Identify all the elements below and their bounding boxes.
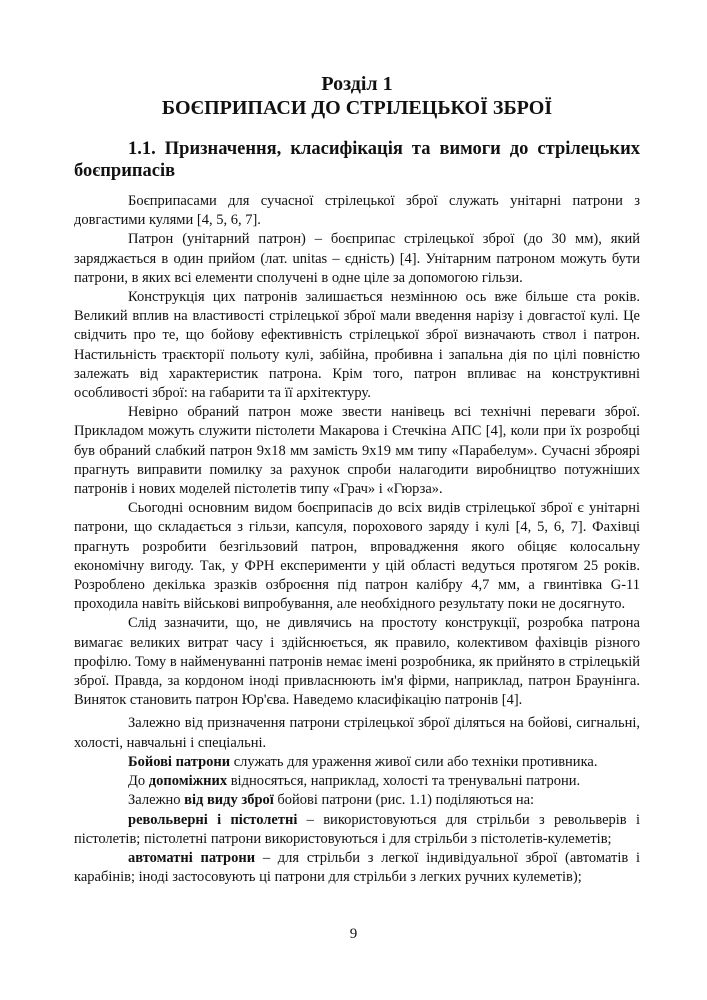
paragraph-auxiliary [74, 772, 640, 791]
paragraph: Конструкція цих патронів залишається незмінною ось вже більше ста років. Великий вплив на властивості стрілецької зброї мали введення нарізу і довгастої кулі. Це свідчить про те, що бойову ефективність стрілецької зброї визначають ствол і патрон. Настильність траєкторії польоту кулі, забійна, пробивна і запальна дія по цілі повністю залежать від характеристик патрона. Крім того, патрон впливає на конструктивні особливості зброї: на габарити та її архітектуру. [74, 289, 640, 402]
paragraph-combat-cartridges [74, 753, 640, 772]
term: револьверні і пістолетні [128, 811, 298, 828]
paragraph: Боєприпасами для сучасної стрілецької зброї служать унітарні патрони з довгастими кулями [4, 5, 6, 7]. [74, 193, 640, 229]
term: допоміжних [148, 773, 228, 790]
paragraph: Слід зазначити, що, не дивлячись на простоту конструкції, розробка патрона вимагає великих витрат часу і здійснюється, як правило, колективом фахівців різного профілю. Тому в найменуванні патронів немає імені розробника, як прийнято в стрілецькій зброї. Правда, за кордоном іноді привласнюють ім'я фірми, наприклад, патрон Браунінга. Виняток становить патрон Юр'єва. Наведемо класифікацію патронів [4]. [74, 615, 640, 709]
text: До [128, 773, 149, 790]
text: – використовуються для стрільби з револьверів і пістолетів; пістолетні патрони використовуються і для стрільби з пістолетів-кулеметів; [74, 811, 640, 847]
paragraph: Залежно від призначення патрони стрілецької зброї діляться на бойові, сигнальні, холості, навчальні і спеціальні. [74, 715, 640, 751]
text: – для стрільби з легкої індивідуальної зброї (автоматів і карабінів; іноді застосовують ці патрони для стрільби з легких ручних кулеметів); [74, 849, 640, 886]
paragraph: Патрон (унітарний патрон) – боєприпас стрілецької зброї (до 30 мм), який заряджається в один прийом (лат. unitas – єдність) [4]. Унітарним патроном можуть бути патрони, в яких всі елементи сполучені в одне ціле за допомогою гільзи. [74, 231, 640, 286]
term: автоматні патрони [128, 849, 256, 866]
document-page [74, 72, 640, 887]
paragraph-automatic [74, 849, 640, 887]
chapter-number: Розділ 1 [321, 73, 393, 95]
paragraph: Невірно обраний патрон може звести нанівець всі технічні переваги зброї. Прикладом можуть служити пістолети Макарова і Стечкіна АПС [4], коли при їх розробці був обраний слабкий патрон 9х18 мм замість 9х19 мм типу «Парабелум». Сучасні зброярі прагнуть виправити помилку за рахунок спроби налагодити виробництво потужніших патронів і нових моделей пістолетів типу «Грач» і «Гюрза». [74, 404, 640, 498]
paragraph: Сьогодні основним видом боєприпасів до всіх видів стрілецької зброї є унітарні патрони, що складається з гільзи, капсуля, порохового заряду і кулі [4, 5, 6, 7]. Фахівці прагнуть розробити безгільзовий патрон, впровадження якого обіцяє колосальну економічну вигоду. Так, у ФРН експерименти у цій області ведуться протягом 25 років. Розроблено декілька зразків озброєння під патрон калібру 4,7 мм, а гвинтівка G-11 проходила навіть військові випробування, але необхідного результату поки не досягнуто. [74, 500, 640, 613]
term: від виду зброї [184, 792, 274, 809]
section-heading: 1.1. Призначення, класифікація та вимоги до стрілецьких боєприпасів [74, 139, 640, 181]
text: бойові патрони (рис. 1.1) поділяються на: [273, 792, 535, 809]
text: служать для ураження живої сили або техніки противника. [230, 753, 598, 770]
term: Бойові патрони [128, 753, 231, 770]
text: відносяться, наприклад, холості та тренувальні патрони. [227, 773, 581, 790]
text: Залежно [128, 792, 185, 809]
paragraph-by-weapon-type [74, 791, 640, 810]
page-number: 9 [349, 926, 358, 942]
chapter-title: БОЄПРИПАСИ ДО СТРІЛЕЦЬКОЇ ЗБРОЇ [161, 97, 553, 119]
paragraph-revolver-pistol [74, 811, 640, 849]
